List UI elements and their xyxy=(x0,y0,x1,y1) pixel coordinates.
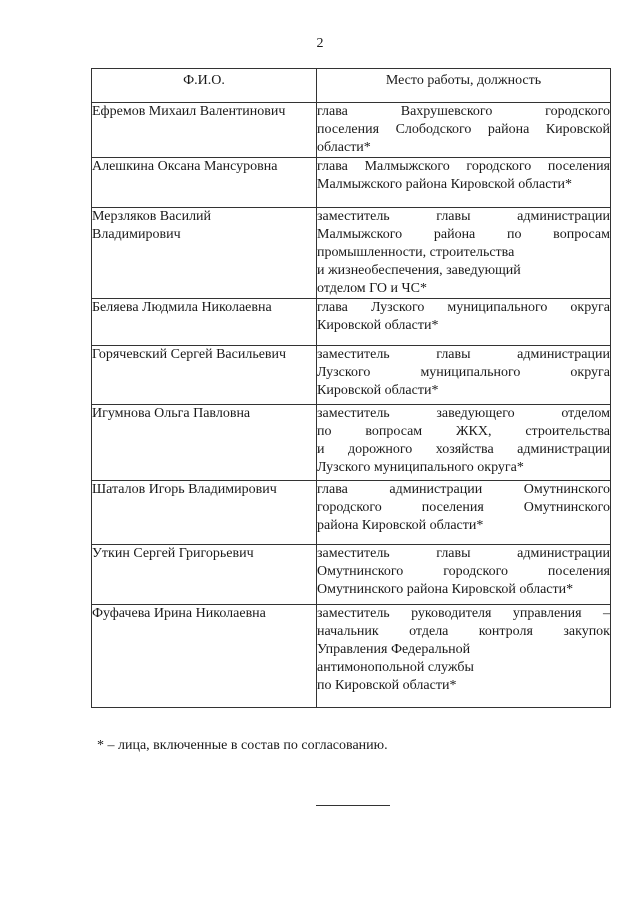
name-line: Уткин Сергей Григорьевич xyxy=(92,546,254,561)
member-position xyxy=(317,545,611,605)
table-row xyxy=(92,481,611,545)
position-line: Управления Федеральной xyxy=(317,642,471,657)
position-line: поселения Слободского района Кировской xyxy=(317,122,610,137)
name-line: Алешкина Оксана Мансуровна xyxy=(92,159,278,174)
footnote: * – лица, включенные в состав по согласованию. xyxy=(97,738,388,753)
closing-line xyxy=(316,805,390,806)
position-line: глава Лузского муниципального округа xyxy=(317,300,610,315)
position-line: городского поселения Омутнинского xyxy=(317,500,610,515)
position-line: района Кировской области* xyxy=(317,518,484,533)
table-row xyxy=(92,545,611,605)
member-position xyxy=(317,346,611,405)
position-line: Малмыжского района Кировской области* xyxy=(317,177,573,192)
member-position xyxy=(317,299,611,346)
table-row xyxy=(92,208,611,299)
members-table xyxy=(91,68,611,708)
table-row xyxy=(92,299,611,346)
position-line: Малмыжского района по вопросам xyxy=(317,227,610,242)
position-line: заместитель руководителя управления – xyxy=(317,606,610,621)
table-row xyxy=(92,405,611,481)
member-name xyxy=(92,481,317,545)
position-line: начальник отдела контроля закупок xyxy=(317,624,610,639)
name-line: Игумнова Ольга Павловна xyxy=(92,406,251,421)
position-line: по вопросам ЖКХ, строительства xyxy=(317,424,610,439)
table-header-row xyxy=(92,69,611,103)
table-row xyxy=(92,346,611,405)
header-workplace-position: Место работы, должность xyxy=(317,69,611,103)
name-line: Фуфачева Ирина Николаевна xyxy=(92,606,266,621)
member-name xyxy=(92,346,317,405)
position-line: заместитель главы администрации xyxy=(317,347,610,362)
position-line: и дорожного хозяйства администрации xyxy=(317,442,610,457)
position-line: заместитель главы администрации xyxy=(317,209,610,224)
name-line: Шаталов Игорь Владимирович xyxy=(92,482,277,497)
member-position xyxy=(317,103,611,158)
member-position xyxy=(317,605,611,708)
member-name xyxy=(92,158,317,208)
member-position xyxy=(317,405,611,481)
position-line: глава Малмыжского городского поселения xyxy=(317,159,610,174)
member-name xyxy=(92,103,317,158)
position-line: Лузского муниципального округа* xyxy=(317,460,524,475)
position-line: отделом ГО и ЧС* xyxy=(317,281,427,296)
name-line: Горячевский Сергей Васильевич xyxy=(92,347,287,362)
position-line: антимонопольной службы xyxy=(317,660,474,675)
page-number: 2 xyxy=(316,36,324,51)
position-line: заместитель главы администрации xyxy=(317,546,610,561)
name-line: Беляева Людмила Николаевна xyxy=(92,300,272,315)
position-line: глава администрации Омутнинского xyxy=(317,482,610,497)
position-line: заместитель заведующего отделом xyxy=(317,406,610,421)
position-line: глава Вахрушевского городского xyxy=(317,104,610,119)
name-line: Мерзляков Василий xyxy=(92,209,212,224)
header-full-name: Ф.И.О. xyxy=(92,69,317,103)
member-name xyxy=(92,605,317,708)
position-line: Омутнинского района Кировской области* xyxy=(317,582,574,597)
position-line: и жизнеобеспечения, заведующий xyxy=(317,263,521,278)
position-line: Кировской области* xyxy=(317,318,439,333)
position-line: Кировской области* xyxy=(317,383,439,398)
member-name xyxy=(92,545,317,605)
member-name xyxy=(92,405,317,481)
position-line: области* xyxy=(317,140,371,155)
member-position xyxy=(317,208,611,299)
member-position xyxy=(317,158,611,208)
member-name xyxy=(92,299,317,346)
member-position xyxy=(317,481,611,545)
table-row xyxy=(92,103,611,158)
name-line: Ефремов Михаил Валентинович xyxy=(92,104,286,119)
name-line: Владимирович xyxy=(92,227,181,242)
position-line: Омутнинского городского поселения xyxy=(317,564,610,579)
position-line: промышленности, строительства xyxy=(317,245,515,260)
table-row xyxy=(92,158,611,208)
member-name xyxy=(92,208,317,299)
table-row xyxy=(92,605,611,708)
position-line: Лузского муниципального округа xyxy=(317,365,610,380)
position-line: по Кировской области* xyxy=(317,678,457,693)
